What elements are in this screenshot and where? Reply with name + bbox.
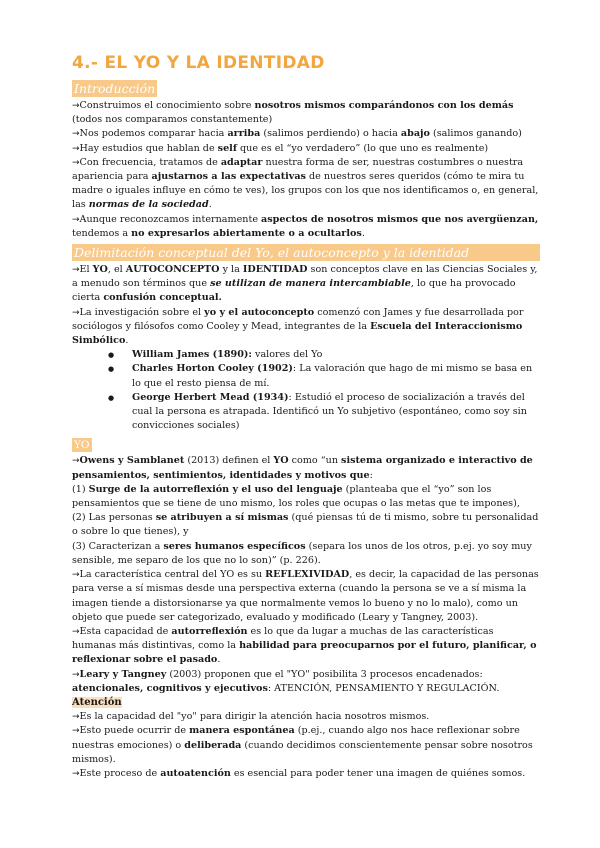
document-title: 4.- EL YO Y LA IDENTIDAD bbox=[72, 53, 325, 73]
yo-paragraph-2: (1) Surge de la autorreflexión y el uso del lenguaje (planteaba que el “yo” son los pensamientos que se tiene de uno mismo, los roles que ocupas o las metas que te impones), bbox=[72, 483, 520, 510]
arrow-icon: → bbox=[72, 626, 80, 637]
yo-paragraph-4: (3) Caracterizan a seres humanos específicos (separa los unos de los otros, p.ej. yo soy muy sensible, me separo de los que no lo son)” (p. 226). bbox=[72, 540, 532, 566]
arrow-icon: → bbox=[72, 157, 80, 168]
arrow-icon: → bbox=[72, 726, 80, 737]
subheading-atencion: Atención bbox=[72, 696, 122, 708]
arrow-icon: → bbox=[72, 307, 80, 318]
intro-paragraph-5: →Aunque reconozcamos internamente aspectos de nosotros mismos que nos avergüenzan, tendemos a no expresarlos abiertamente o a ocultarlos. bbox=[72, 213, 539, 239]
atencion-paragraph-1: →Es la capacidad del "yo" para dirigir la atención hacia nosotros mismos. bbox=[72, 711, 430, 723]
section-heading-delimitation: Delimitación conceptual del Yo, el autoconcepto y la identidad bbox=[72, 244, 540, 261]
section-heading-intro: Introducción bbox=[74, 81, 156, 96]
yo-paragraph-1: →Owens y Samblanet (2013) definen el YO como “un sistema organizado e interactivo de pensamientos, sentimientos, identidades y motivos que: bbox=[72, 455, 533, 481]
arrow-icon: → bbox=[72, 456, 80, 467]
atencion-paragraph-2: →Esto puede ocurrir de manera espontánea (p.ej., cuando algo nos hace reflexionar sobre nuestras emociones) o deliberada (cuando decidimos conscientemente pensar sobre nosotros mismos). bbox=[72, 725, 533, 765]
arrow-icon: → bbox=[72, 570, 80, 581]
list-item: ● George Herbert Mead (1934): Estudió el proceso de socialización a través del cual la persona es atrapada. Identificó un Yo subjetivo (espontáneo, como soy sin convicciones sociales) bbox=[108, 391, 540, 434]
arrow-icon: → bbox=[72, 669, 80, 680]
intro-paragraph-1: →Construimos el conocimiento sobre nosotros mismos comparándonos con los demás (todos nos comparamos constantemente) bbox=[72, 100, 514, 126]
arrow-icon: → bbox=[72, 265, 80, 276]
arrow-icon: → bbox=[72, 214, 80, 225]
authors-list bbox=[72, 348, 540, 433]
arrow-icon: → bbox=[72, 101, 80, 111]
delim-paragraph-2: →La investigación sobre el yo y el autoconcepto comenzó con James y fue desarrollada por sociólogos y filósofos como Cooley y Mead, integrantes de la Escuela del Interaccionismo Simbólico. bbox=[72, 306, 524, 347]
intro-paragraph-3: →Hay estudios que hablan de self que es el “yo verdadero” (lo que uno es realmente) bbox=[72, 142, 489, 154]
intro-paragraph-2: →Nos podemos comparar hacia arriba (salimos perdiendo) o hacia abajo (salimos ganando) bbox=[72, 128, 522, 140]
yo-paragraph-5: →La característica central del YO es su REFLEXIVIDAD, es decir, la capacidad de las personas para verse a sí mismas desde una perspectiva externa (cuando la persona se ve a sí misma la imagen tiende a distorsionarse ya que normalmente vemos lo bueno y no lo malo), como un objeto que puede ser categorizado, evaluado y modificado (Leary y Tangney, 2003). bbox=[72, 569, 539, 623]
yo-paragraph-3: (2) Las personas se atribuyen a sí mismas (qué piensas tú de ti mismo, sobre tu personalidad o sobre lo que tienes), y bbox=[72, 512, 539, 538]
section-heading-yo: YO bbox=[74, 439, 90, 452]
list-item: ● William James (1890): valores del Yo bbox=[108, 348, 540, 362]
delim-paragraph-1: →El YO, el AUTOCONCEPTO y la IDENTIDAD son conceptos clave en las Ciencias Sociales y, a menudo son términos que se utilizan de manera intercambiable, lo que ha provocado cierta confusión conceptual. bbox=[72, 264, 538, 304]
arrow-icon: → bbox=[72, 143, 80, 154]
arrow-icon: → bbox=[72, 129, 80, 140]
yo-paragraph-7: →Leary y Tangney (2003) proponen que el "YO" posibilita 3 procesos encadenados: atencionales, cognitivos y ejecutivos: ATENCIÓN, PENSAMIENTO Y REGULACIÓN. bbox=[72, 668, 500, 694]
arrow-icon: → bbox=[72, 712, 80, 723]
atencion-paragraph-3: →Este proceso de autoatención es esencial para poder tener una imagen de quiénes somos. bbox=[72, 767, 526, 779]
list-item: ● Charles Horton Cooley (1902): La valoración que hago de mi mismo se basa en lo que el resto piensa de mí. bbox=[108, 362, 540, 390]
yo-paragraph-6: →Esta capacidad de autorreflexión es lo que da lugar a muchas de las características humanas más distintivas, como la habilidad para preocuparnos por el futuro, planificar, o reflexionar sobre el pasado. bbox=[72, 625, 537, 666]
intro-paragraph-4: →Con frecuencia, tratamos de adaptar nuestra forma de ser, nuestras costumbres o nuestra apariencia para ajustarnos a las expectativas de nuestros seres queridos (cómo te mira tu madre o iguales influye en cómo te ves), los grupos con los que nos identificamos o, en general, las normas de la sociedad. bbox=[72, 156, 539, 211]
arrow-icon: → bbox=[72, 768, 80, 779]
